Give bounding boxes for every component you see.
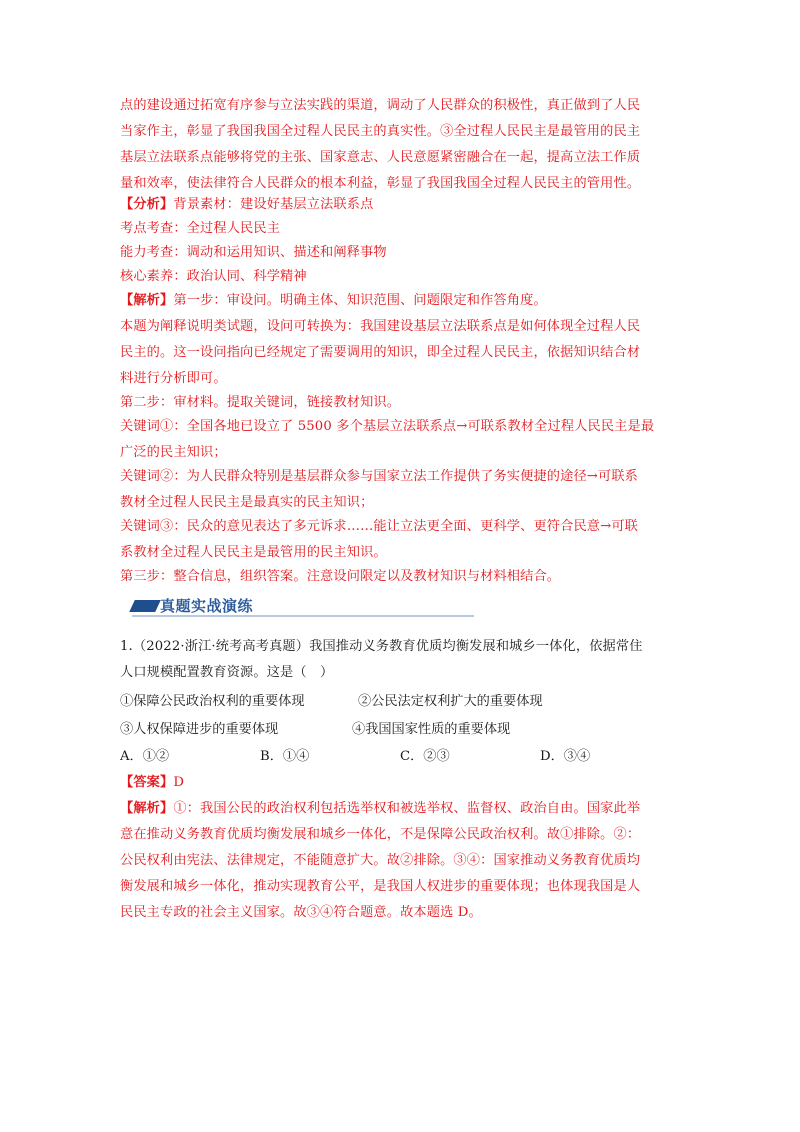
- section-header: [120, 594, 480, 620]
- choice-a: A．①②: [120, 749, 170, 764]
- statement-3: ③人权保障进步的重要体现: [120, 722, 279, 737]
- question-explanation-line: [120, 800, 700, 818]
- explanation-line: 第二步：审材料。提取关键词，链接教材知识。: [120, 395, 401, 410]
- explanation-line: 关键词②：为人民群众特别是基层群众参与国家立法工作提供了务实便捷的途径→可联系: [120, 469, 639, 484]
- explanation-tag: 【解析】: [120, 293, 174, 308]
- question-number: 1.: [120, 639, 133, 654]
- question-explanation-line: 民民主专政的社会主义国家。故③④符合题意。故本题选 D。: [120, 905, 482, 920]
- explanation-line: 本题为阐释说明类试题，设问可转换为：我国建设基层立法联系点是如何体现全过程人民: [120, 319, 641, 334]
- explanation-line: 民主的。这一设问指向已经规定了需要调用的知识，即全过程人民民主，依据知识结合材: [120, 345, 641, 360]
- analysis-text: 背景素材：建设好基层立法联系点: [173, 197, 374, 212]
- explanation-line: 关键词③：民众的意见表达了多元诉求……能让立法更全面、更科学、更符合民意→可联: [120, 519, 639, 534]
- paragraph-line: 当家作主，彰显了我国我国全过程人民民主的真实性。③全过程人民民主是最管用的民主: [120, 124, 641, 139]
- question-explanation-line: 意在推动义务教育优质均衡发展和城乡一体化，不是保障公民政治权利。故①排除。②：: [120, 827, 641, 842]
- question-line: 人口规模配置教育资源。这是（ ）: [120, 665, 334, 680]
- answer-line: [120, 774, 700, 792]
- explanation-line: 教材全过程人民民主是最真实的民主知识；: [120, 495, 374, 510]
- section-title: 真题实战演练: [160, 597, 254, 615]
- analysis-tag: 【分析】: [120, 197, 174, 212]
- explanation-line: 第三步：整合信息，组织答案。注意设问限定以及教材知识与材料相结合。: [120, 569, 561, 584]
- explanation-line: 系教材全过程人民民主是最管用的民主知识。: [120, 545, 387, 560]
- answer-tag: 【答案】: [120, 775, 174, 790]
- choice-c: C．②③: [400, 749, 450, 764]
- question-explanation-line: 公民权利由宪法、法律规定，不能随意扩大。故②排除。③④：国家推动义务教育优质均: [120, 853, 641, 868]
- suyang-line: 核心素养：政治认同、科学精神: [120, 269, 307, 284]
- section-underline: [132, 615, 474, 617]
- statement-2: ②公民法定权利扩大的重要体现: [358, 694, 543, 709]
- question-text: （2022·浙江·统考高考真题）我国推动义务教育优质均衡发展和城乡一体化，依据常住: [132, 639, 643, 654]
- question-explanation-tag: 【解析】: [120, 801, 174, 816]
- explanation-step1-line: [120, 292, 700, 310]
- statement-1: ①保障公民政治权利的重要体现: [120, 694, 305, 709]
- choice-b: B．①④: [260, 749, 310, 764]
- analysis-line: [120, 196, 700, 214]
- statement-4: ④我国国家性质的重要体现: [352, 722, 511, 737]
- section-bar-icon: [129, 600, 161, 612]
- explanation-line: 关键词①：全国各地已设立了 5500 多个基层立法联系点→可联系教材全过程人民民主是最: [120, 419, 655, 434]
- paragraph-line: 点的建设通过拓宽有序参与立法实践的渠道，调动了人民群众的积极性，真正做到了人民: [120, 98, 641, 113]
- paragraph-line: 基层立法联系点能够将党的主张、国家意志、人民意愿紧密融合在一起，提高立法工作质: [120, 150, 641, 165]
- kaodian-line: 考点考查：全过程人民民主: [120, 221, 281, 236]
- answer-value: D: [173, 775, 185, 790]
- nengli-line: 能力考查：调动和运用知识、描述和阐释事物: [120, 245, 387, 260]
- explanation-line: 广泛的民主知识；: [120, 445, 227, 460]
- question-explanation-first: ①：我国公民的政治权利包括选举权和被选举权、监督权、政治自由。国家此举: [173, 801, 641, 816]
- choice-d: D．③④: [540, 749, 591, 764]
- question-explanation-line: 衡发展和城乡一体化，推动实现教育公平，是我国人权进步的重要体现；也体现我国是人: [120, 879, 641, 894]
- question-line: [120, 638, 700, 656]
- paragraph-line: 量和效率，使法律符合人民群众的根本利益，彰显了我国我国全过程人民民主的管用性。: [120, 176, 641, 191]
- explanation-line: 料进行分析即可。: [120, 371, 227, 386]
- explanation-step1: 第一步：审设问。明确主体、知识范围、问题限定和作答角度。: [173, 293, 547, 308]
